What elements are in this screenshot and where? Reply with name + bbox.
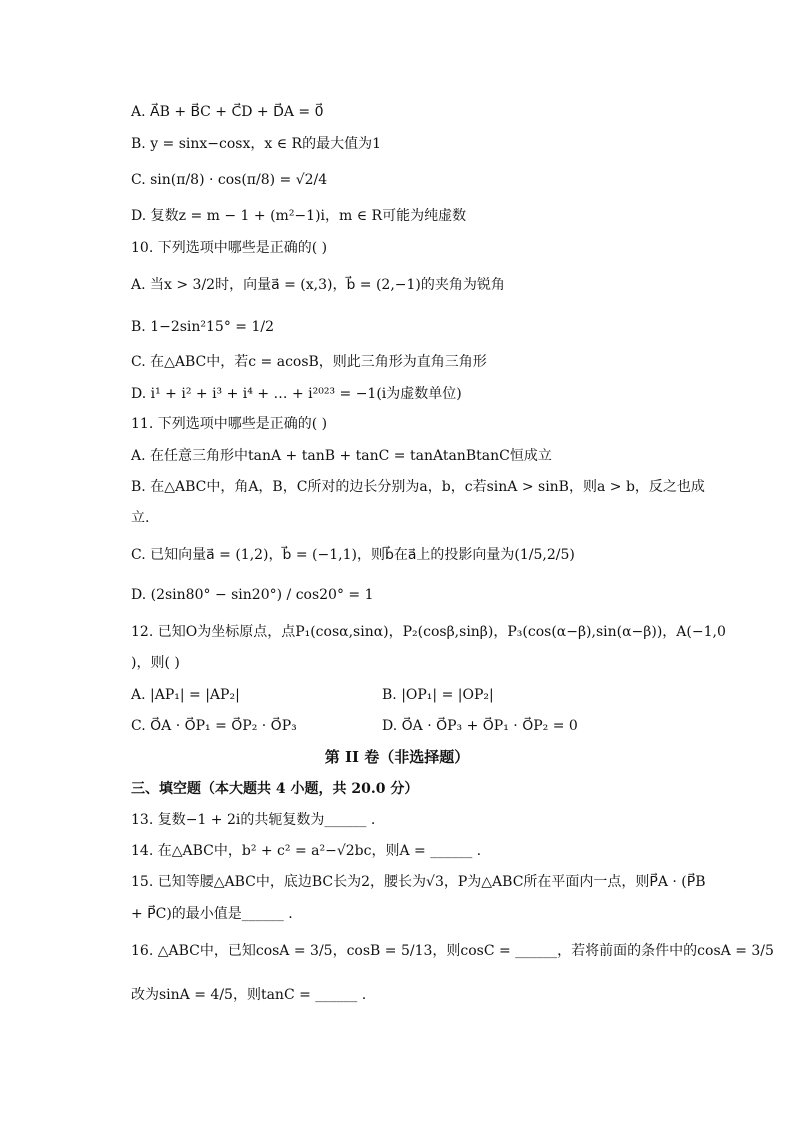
q13: 13. 复数−1 + 2i的共轭复数为______ . [131, 812, 376, 828]
q16-line2: 改为sinA = 4/5，则tanC = ______ . [131, 987, 367, 1003]
q10-option-c: C. 在△ABC中，若c = acosB，则此三角形为直角三角形 [131, 354, 487, 370]
q16-line1: 16. △ABC中，已知cosA = 3/5，cosB = 5/13，则cosC = ______，若将前面的条件中的cosA = 3/5 [131, 943, 774, 959]
q12-option-a: A. |AP₁| = |AP₂| [131, 687, 240, 703]
q9-option-a: A. A⃗B + B⃗C + C⃗D + D⃗A = 0⃗ [131, 104, 324, 120]
q11-stem: 11. 下列选项中哪些是正确的( ) [131, 416, 328, 432]
q11-option-b-line2: 立. [131, 510, 150, 526]
q9-option-c: C. sin(π/8) · cos(π/8) = √2/4 [131, 172, 328, 188]
q10-stem: 10. 下列选项中哪些是正确的( ) [131, 240, 328, 256]
q11-option-a: A. 在任意三角形中tanA + tanB + tanC = tanAtanBtanC恒成立 [131, 448, 552, 464]
q15-line2: + P⃗C)的最小值是______ . [131, 906, 293, 922]
q9-option-b: B. y = sinx−cosx，x ∈ R的最大值为1 [131, 136, 381, 152]
q11-option-b-line1: B. 在△ABC中，角A，B，C所对的边长分别为a，b，c若sinA > sinB，则a > b，反之也成 [131, 479, 705, 495]
part-2-title: 第 II 卷（非选择题） [324, 748, 470, 766]
q11-option-d: D. (2sin80° − sin20°) / cos20° = 1 [131, 587, 374, 603]
q10-option-b: B. 1−2sin²15° = 1/2 [131, 319, 275, 335]
section-3-title: 三、填空题（本大题共 4 小题，共 20.0 分） [131, 781, 419, 797]
q10-option-a: A. 当x > 3/2时，向量a⃗ = (x,3)，b⃗ = (2,−1)的夹角为锐角 [131, 277, 505, 293]
q12-option-b: B. |OP₁| = |OP₂| [382, 687, 494, 703]
q11-option-c: C. 已知向量a⃗ = (1,2)，b⃗ = (−1,1)，则b⃗在a⃗上的投影向量为(1/5,2/5) [131, 547, 575, 563]
q15-line1: 15. 已知等腰△ABC中，底边BC长为2，腰长为√3，P为△ABC所在平面内一点，则P⃗A · (P⃗B [131, 874, 706, 890]
q12-stem-line2: )，则( ) [131, 655, 180, 671]
q12-option-c: C. O⃗A · O⃗P₁ = O⃗P₂ · O⃗P₃ [131, 718, 297, 734]
q10-option-d: D. i¹ + i² + i³ + i⁴ + … + i²⁰²³ = −1(i为虚数单位) [131, 386, 462, 402]
q14: 14. 在△ABC中，b² + c² = a²−√2bc，则A = ______ . [131, 843, 482, 859]
q12-stem-line1: 12. 已知O为坐标原点，点P₁(cosα,sinα)，P₂(cosβ,sinβ)，P₃(cos(α−β),sin(α−β))，A(−1,0 [131, 624, 726, 640]
q12-option-d: D. O⃗A · O⃗P₃ + O⃗P₁ · O⃗P₂ = 0 [382, 718, 578, 734]
q9-option-d: D. 复数z = m − 1 + (m²−1)i，m ∈ R可能为纯虚数 [131, 208, 467, 224]
